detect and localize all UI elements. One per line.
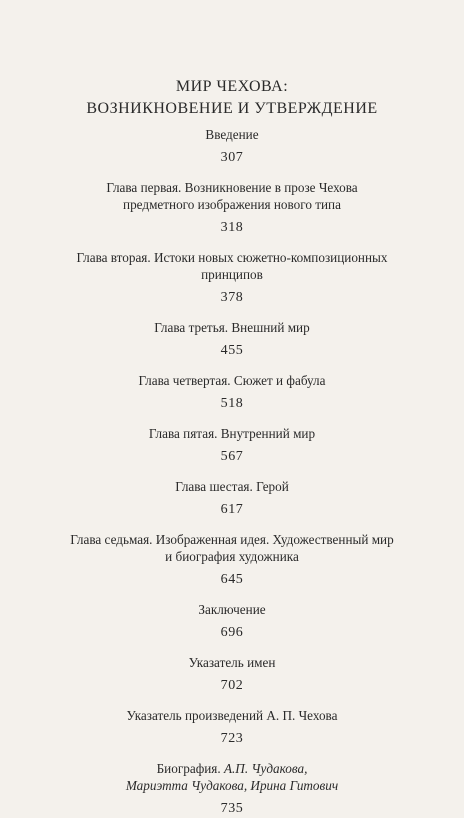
toc-entry-label: Глава первая. Возникновение в прозе Чехова	[106, 180, 358, 195]
toc-entry-label: Глава третья. Внешний мир	[154, 320, 310, 335]
toc-entry-chapter-3	[40, 319, 424, 360]
toc-page-number: 696	[220, 625, 244, 640]
toc-page-number: 567	[220, 449, 244, 464]
toc-entry-chapter-7	[40, 531, 424, 589]
toc-entry-introduction	[40, 126, 424, 167]
toc-entry-label: Заключение	[198, 602, 266, 617]
toc-entry-name-index	[40, 654, 424, 695]
toc-entry-chapter-1	[40, 179, 424, 237]
toc-page-number: 735	[220, 801, 244, 816]
toc-entry-label-continued: принципов	[201, 267, 263, 282]
toc-page-number: 307	[220, 150, 244, 165]
toc-entry-chapter-6	[40, 478, 424, 519]
toc-entry-label: Глава четвертая. Сюжет и фабула	[138, 373, 326, 388]
toc-entry-biography	[40, 760, 424, 818]
toc-page-number: 617	[220, 502, 244, 517]
toc-page-number: 518	[220, 396, 244, 411]
toc-entry-label: Введение	[205, 127, 259, 142]
title-line-1: МИР ЧЕХОВА:	[175, 78, 289, 95]
toc-page-number: 723	[220, 731, 244, 746]
toc-page-number: 702	[220, 678, 244, 693]
toc-entry-chapter-2	[40, 249, 424, 307]
toc-page-number: 645	[220, 572, 244, 587]
toc-entry-label: Указатель имен	[188, 655, 276, 670]
biography-authors-continued: Мариэтта Чудакова, Ирина Гитович	[125, 778, 339, 793]
toc-entry-label: Указатель произведений А. П. Чехова	[126, 708, 338, 723]
toc-entry-label: Глава седьмая. Изображенная идея. Художественный мир	[70, 532, 394, 547]
toc-page-number: 378	[220, 290, 244, 305]
toc-entry-chapter-5	[40, 425, 424, 466]
toc-entry-label: Глава пятая. Внутренний мир	[148, 426, 316, 441]
page-title	[0, 76, 464, 120]
toc-entry-chapter-4	[40, 372, 424, 413]
toc-entry-label	[40, 760, 424, 777]
toc-entry-conclusion	[40, 601, 424, 642]
toc-entry-works-index	[40, 707, 424, 748]
biography-authors: А.П. Чудакова,	[223, 761, 308, 776]
toc-entry-label-continued: и биография художника	[165, 549, 299, 564]
toc-page-number: 318	[220, 220, 244, 235]
toc-entry-label: Глава вторая. Истоки новых сюжетно-композиционных	[76, 250, 388, 265]
title-line-2: ВОЗНИКНОВЕНИЕ И УТВЕРЖДЕНИЕ	[86, 100, 378, 117]
toc-page-number: 455	[220, 343, 244, 358]
biography-prefix: Биография.	[156, 761, 221, 776]
toc-entry-label: Глава шестая. Герой	[175, 479, 289, 494]
toc-entry-label-continued: предметного изображения нового типа	[123, 197, 341, 212]
table-of-contents	[40, 126, 424, 818]
